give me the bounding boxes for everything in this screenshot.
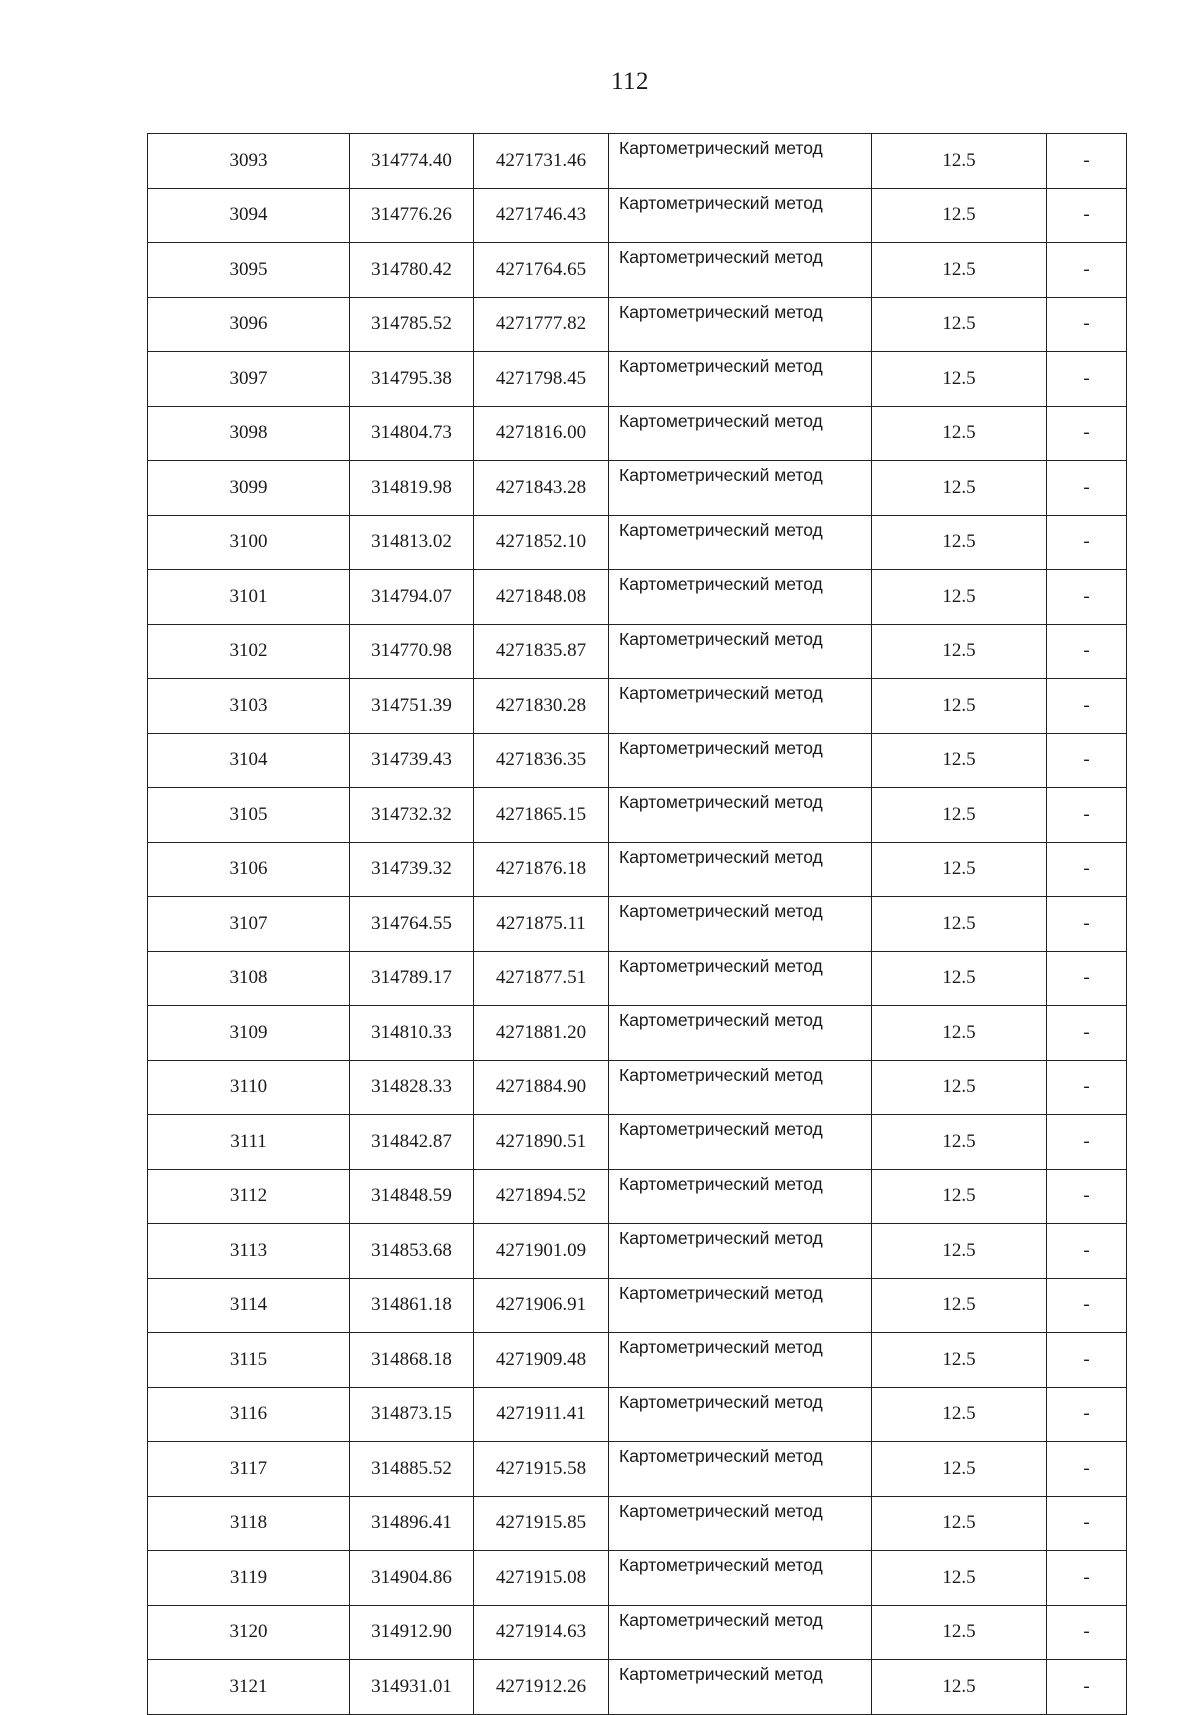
note-cell: - [1047, 1605, 1127, 1660]
error-cell: 12.5 [872, 897, 1047, 952]
y-coordinate-cell: 4271731.46 [474, 134, 609, 189]
error-cell: 12.5 [872, 1115, 1047, 1170]
x-coordinate-cell: 314770.98 [350, 624, 474, 679]
table-row [148, 188, 1127, 243]
error-cell: 12.5 [872, 461, 1047, 516]
table-row [148, 1605, 1127, 1660]
note-cell: - [1047, 1387, 1127, 1442]
y-coordinate-cell: 4271915.58 [474, 1442, 609, 1497]
note-cell: - [1047, 1278, 1127, 1333]
point-number-cell: 3094 [148, 188, 350, 243]
note-cell: - [1047, 1169, 1127, 1224]
note-cell: - [1047, 1115, 1127, 1170]
table-row [148, 1551, 1127, 1606]
y-coordinate-cell: 4271881.20 [474, 1006, 609, 1061]
y-coordinate-cell: 4271830.28 [474, 679, 609, 734]
x-coordinate-cell: 314904.86 [350, 1551, 474, 1606]
note-cell: - [1047, 570, 1127, 625]
point-number-cell: 3100 [148, 515, 350, 570]
y-coordinate-cell: 4271914.63 [474, 1605, 609, 1660]
point-number-cell: 3114 [148, 1278, 350, 1333]
method-cell: Картометрический метод [609, 1333, 872, 1388]
method-cell: Картометрический метод [609, 951, 872, 1006]
x-coordinate-cell: 314794.07 [350, 570, 474, 625]
x-coordinate-cell: 314896.41 [350, 1496, 474, 1551]
point-number-cell: 3102 [148, 624, 350, 679]
error-cell: 12.5 [872, 1496, 1047, 1551]
note-cell: - [1047, 951, 1127, 1006]
table-row [148, 1060, 1127, 1115]
point-number-cell: 3110 [148, 1060, 350, 1115]
note-cell: - [1047, 1006, 1127, 1061]
method-cell: Картометрический метод [609, 134, 872, 189]
error-cell: 12.5 [872, 243, 1047, 298]
y-coordinate-cell: 4271890.51 [474, 1115, 609, 1170]
table-row [148, 1660, 1127, 1715]
method-cell: Картометрический метод [609, 1060, 872, 1115]
x-coordinate-cell: 314848.59 [350, 1169, 474, 1224]
y-coordinate-cell: 4271865.15 [474, 788, 609, 843]
table-row [148, 1442, 1127, 1497]
error-cell: 12.5 [872, 1006, 1047, 1061]
table-row [148, 951, 1127, 1006]
table-row [148, 842, 1127, 897]
error-cell: 12.5 [872, 1660, 1047, 1715]
table-row [148, 1006, 1127, 1061]
point-number-cell: 3117 [148, 1442, 350, 1497]
note-cell: - [1047, 733, 1127, 788]
table-row [148, 1333, 1127, 1388]
y-coordinate-cell: 4271911.41 [474, 1387, 609, 1442]
note-cell: - [1047, 679, 1127, 734]
table-row [148, 461, 1127, 516]
method-cell: Картометрический метод [609, 352, 872, 407]
table-row [148, 788, 1127, 843]
x-coordinate-cell: 314813.02 [350, 515, 474, 570]
error-cell: 12.5 [872, 842, 1047, 897]
y-coordinate-cell: 4271894.52 [474, 1169, 609, 1224]
point-number-cell: 3109 [148, 1006, 350, 1061]
error-cell: 12.5 [872, 733, 1047, 788]
x-coordinate-cell: 314819.98 [350, 461, 474, 516]
y-coordinate-cell: 4271852.10 [474, 515, 609, 570]
method-cell: Картометрический метод [609, 1115, 872, 1170]
point-number-cell: 3108 [148, 951, 350, 1006]
coordinates-table-body [148, 134, 1127, 1715]
y-coordinate-cell: 4271777.82 [474, 297, 609, 352]
table-row [148, 1387, 1127, 1442]
error-cell: 12.5 [872, 1169, 1047, 1224]
x-coordinate-cell: 314853.68 [350, 1224, 474, 1279]
table-row [148, 406, 1127, 461]
error-cell: 12.5 [872, 1387, 1047, 1442]
method-cell: Картометрический метод [609, 1496, 872, 1551]
x-coordinate-cell: 314780.42 [350, 243, 474, 298]
error-cell: 12.5 [872, 1551, 1047, 1606]
error-cell: 12.5 [872, 406, 1047, 461]
x-coordinate-cell: 314828.33 [350, 1060, 474, 1115]
error-cell: 12.5 [872, 951, 1047, 1006]
x-coordinate-cell: 314751.39 [350, 679, 474, 734]
y-coordinate-cell: 4271915.08 [474, 1551, 609, 1606]
x-coordinate-cell: 314795.38 [350, 352, 474, 407]
y-coordinate-cell: 4271848.08 [474, 570, 609, 625]
note-cell: - [1047, 788, 1127, 843]
table-row [148, 733, 1127, 788]
y-coordinate-cell: 4271764.65 [474, 243, 609, 298]
error-cell: 12.5 [872, 188, 1047, 243]
note-cell: - [1047, 515, 1127, 570]
table-row [148, 1224, 1127, 1279]
point-number-cell: 3103 [148, 679, 350, 734]
note-cell: - [1047, 406, 1127, 461]
error-cell: 12.5 [872, 679, 1047, 734]
table-row [148, 243, 1127, 298]
method-cell: Картометрический метод [609, 1387, 872, 1442]
note-cell: - [1047, 134, 1127, 189]
x-coordinate-cell: 314873.15 [350, 1387, 474, 1442]
table-row [148, 1278, 1127, 1333]
y-coordinate-cell: 4271884.90 [474, 1060, 609, 1115]
point-number-cell: 3098 [148, 406, 350, 461]
method-cell: Картометрический метод [609, 1278, 872, 1333]
method-cell: Картометрический метод [609, 897, 872, 952]
coordinates-table [147, 133, 1127, 1715]
error-cell: 12.5 [872, 570, 1047, 625]
point-number-cell: 3105 [148, 788, 350, 843]
note-cell: - [1047, 1224, 1127, 1279]
note-cell: - [1047, 1496, 1127, 1551]
error-cell: 12.5 [872, 1333, 1047, 1388]
point-number-cell: 3104 [148, 733, 350, 788]
point-number-cell: 3101 [148, 570, 350, 625]
method-cell: Картометрический метод [609, 188, 872, 243]
x-coordinate-cell: 314764.55 [350, 897, 474, 952]
method-cell: Картометрический метод [609, 1006, 872, 1061]
error-cell: 12.5 [872, 1605, 1047, 1660]
point-number-cell: 3099 [148, 461, 350, 516]
table-row [148, 515, 1127, 570]
note-cell: - [1047, 1660, 1127, 1715]
method-cell: Картометрический метод [609, 679, 872, 734]
x-coordinate-cell: 314868.18 [350, 1333, 474, 1388]
x-coordinate-cell: 314861.18 [350, 1278, 474, 1333]
point-number-cell: 3115 [148, 1333, 350, 1388]
x-coordinate-cell: 314931.01 [350, 1660, 474, 1715]
x-coordinate-cell: 314739.43 [350, 733, 474, 788]
method-cell: Картометрический метод [609, 297, 872, 352]
point-number-cell: 3107 [148, 897, 350, 952]
table-row [148, 624, 1127, 679]
point-number-cell: 3113 [148, 1224, 350, 1279]
note-cell: - [1047, 188, 1127, 243]
method-cell: Картометрический метод [609, 1442, 872, 1497]
x-coordinate-cell: 314842.87 [350, 1115, 474, 1170]
note-cell: - [1047, 1060, 1127, 1115]
method-cell: Картометрический метод [609, 1224, 872, 1279]
y-coordinate-cell: 4271835.87 [474, 624, 609, 679]
y-coordinate-cell: 4271836.35 [474, 733, 609, 788]
method-cell: Картометрический метод [609, 1605, 872, 1660]
y-coordinate-cell: 4271746.43 [474, 188, 609, 243]
x-coordinate-cell: 314912.90 [350, 1605, 474, 1660]
note-cell: - [1047, 297, 1127, 352]
note-cell: - [1047, 352, 1127, 407]
method-cell: Картометрический метод [609, 243, 872, 298]
table-row [148, 570, 1127, 625]
y-coordinate-cell: 4271877.51 [474, 951, 609, 1006]
error-cell: 12.5 [872, 624, 1047, 679]
point-number-cell: 3121 [148, 1660, 350, 1715]
y-coordinate-cell: 4271798.45 [474, 352, 609, 407]
note-cell: - [1047, 243, 1127, 298]
table-row [148, 134, 1127, 189]
method-cell: Картометрический метод [609, 461, 872, 516]
table-row [148, 679, 1127, 734]
error-cell: 12.5 [872, 788, 1047, 843]
y-coordinate-cell: 4271915.85 [474, 1496, 609, 1551]
y-coordinate-cell: 4271875.11 [474, 897, 609, 952]
x-coordinate-cell: 314810.33 [350, 1006, 474, 1061]
x-coordinate-cell: 314776.26 [350, 188, 474, 243]
method-cell: Картометрический метод [609, 1551, 872, 1606]
point-number-cell: 3096 [148, 297, 350, 352]
point-number-cell: 3097 [148, 352, 350, 407]
y-coordinate-cell: 4271901.09 [474, 1224, 609, 1279]
error-cell: 12.5 [872, 1224, 1047, 1279]
x-coordinate-cell: 314885.52 [350, 1442, 474, 1497]
y-coordinate-cell: 4271906.91 [474, 1278, 609, 1333]
y-coordinate-cell: 4271816.00 [474, 406, 609, 461]
note-cell: - [1047, 624, 1127, 679]
method-cell: Картометрический метод [609, 406, 872, 461]
x-coordinate-cell: 314789.17 [350, 951, 474, 1006]
note-cell: - [1047, 1551, 1127, 1606]
x-coordinate-cell: 314732.32 [350, 788, 474, 843]
error-cell: 12.5 [872, 1278, 1047, 1333]
table-row [148, 1169, 1127, 1224]
method-cell: Картометрический метод [609, 842, 872, 897]
error-cell: 12.5 [872, 352, 1047, 407]
method-cell: Картометрический метод [609, 624, 872, 679]
x-coordinate-cell: 314804.73 [350, 406, 474, 461]
y-coordinate-cell: 4271912.26 [474, 1660, 609, 1715]
table-row [148, 1496, 1127, 1551]
method-cell: Картометрический метод [609, 1660, 872, 1715]
page-number: 112 [610, 68, 650, 95]
point-number-cell: 3116 [148, 1387, 350, 1442]
point-number-cell: 3111 [148, 1115, 350, 1170]
method-cell: Картометрический метод [609, 733, 872, 788]
table-row [148, 897, 1127, 952]
note-cell: - [1047, 842, 1127, 897]
point-number-cell: 3119 [148, 1551, 350, 1606]
x-coordinate-cell: 314739.32 [350, 842, 474, 897]
x-coordinate-cell: 314785.52 [350, 297, 474, 352]
y-coordinate-cell: 4271876.18 [474, 842, 609, 897]
point-number-cell: 3112 [148, 1169, 350, 1224]
note-cell: - [1047, 897, 1127, 952]
point-number-cell: 3095 [148, 243, 350, 298]
point-number-cell: 3093 [148, 134, 350, 189]
table-row [148, 297, 1127, 352]
error-cell: 12.5 [872, 1060, 1047, 1115]
note-cell: - [1047, 1442, 1127, 1497]
error-cell: 12.5 [872, 1442, 1047, 1497]
note-cell: - [1047, 1333, 1127, 1388]
point-number-cell: 3118 [148, 1496, 350, 1551]
error-cell: 12.5 [872, 134, 1047, 189]
method-cell: Картометрический метод [609, 570, 872, 625]
error-cell: 12.5 [872, 297, 1047, 352]
method-cell: Картометрический метод [609, 1169, 872, 1224]
method-cell: Картометрический метод [609, 788, 872, 843]
note-cell: - [1047, 461, 1127, 516]
method-cell: Картометрический метод [609, 515, 872, 570]
error-cell: 12.5 [872, 515, 1047, 570]
x-coordinate-cell: 314774.40 [350, 134, 474, 189]
y-coordinate-cell: 4271843.28 [474, 461, 609, 516]
table-row [148, 1115, 1127, 1170]
y-coordinate-cell: 4271909.48 [474, 1333, 609, 1388]
point-number-cell: 3120 [148, 1605, 350, 1660]
point-number-cell: 3106 [148, 842, 350, 897]
table-row [148, 352, 1127, 407]
